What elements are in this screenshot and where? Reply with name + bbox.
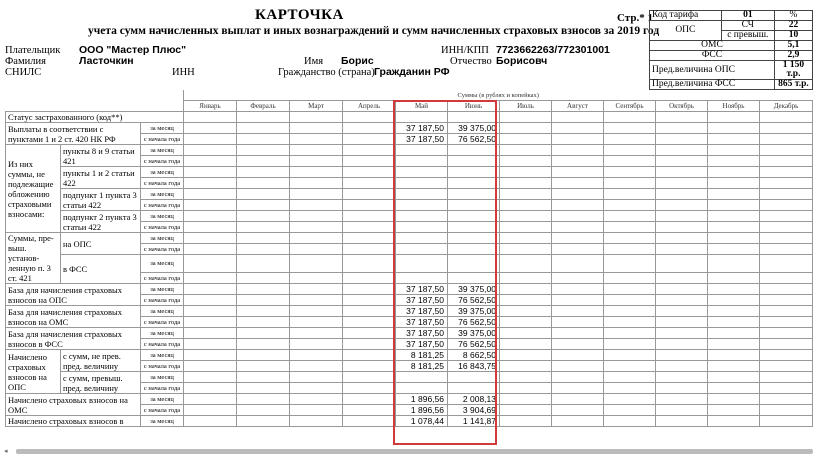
- base-fss-label: База для начисления страховых взносов в ФСС: [6, 328, 141, 350]
- page-label: Стр.* 1: [617, 12, 653, 24]
- month-header: Август: [552, 101, 604, 112]
- citizenship-label: Гражданство (страна): [278, 67, 375, 78]
- payer-label: Плательщик: [5, 45, 61, 56]
- cell-may: 37 187,50: [396, 306, 448, 317]
- base-ops-label: База для начисления страховых взносов на ОПС: [6, 284, 141, 306]
- may-june-highlight: [393, 100, 497, 445]
- patronymic-label: Отчество: [450, 56, 492, 67]
- horizontal-scrollbar[interactable]: [16, 449, 813, 454]
- period-month: за месяц: [141, 350, 184, 361]
- name-value: Борис: [341, 55, 374, 67]
- period-ytd: с начала года: [141, 178, 184, 189]
- month-header: Декабрь: [760, 101, 813, 112]
- cell-june: 8 662,50: [448, 350, 500, 361]
- cell-june: 16 843,75: [448, 361, 500, 372]
- month-header: Апрель: [343, 101, 396, 112]
- period-month: за месяц: [141, 416, 184, 427]
- month-header: Июль: [500, 101, 552, 112]
- period-ytd: с начала года: [141, 361, 184, 372]
- tariff-oms-value: 5,1: [774, 41, 812, 51]
- cell-june: 76 562,50: [448, 339, 500, 350]
- cell-june: 39 375,00: [448, 328, 500, 339]
- tariff-limit-fss-label: Пред.величина ФСС: [650, 80, 775, 90]
- cell-june: 2 008,13: [448, 394, 500, 405]
- cell-may: 1 896,56: [396, 405, 448, 416]
- inn-label: ИНН: [172, 67, 195, 78]
- citizenship-value: Гражданин РФ: [374, 66, 450, 78]
- base-oms-label: База для начисления страховых взносов на ОМС: [6, 306, 141, 328]
- cell-may: 37 187,50: [396, 317, 448, 328]
- tariff-sch-value: 22: [774, 21, 812, 31]
- period-month: за месяц: [141, 255, 184, 273]
- card-subtitle: учета сумм начисленных выплат и иных вознаграждений и сумм начисленных страховых взносов за 2019 год: [88, 25, 660, 37]
- period-month: за месяц: [141, 372, 184, 383]
- name-label: Имя: [304, 56, 324, 67]
- period-month: за месяц: [141, 394, 184, 405]
- not-exceed-label: с сумм, не прев. пред. величину: [61, 350, 141, 372]
- cell-may: 37 187,50: [396, 284, 448, 295]
- month-header: Февраль: [237, 101, 290, 112]
- period-month: за месяц: [141, 167, 184, 178]
- pp2-label: подпункт 2 пункта 3 статьи 422: [61, 211, 141, 233]
- month-header: Май: [396, 101, 448, 112]
- tariff-limit-ops-value: 1 150 т.р.: [774, 61, 812, 80]
- period-month: за месяц: [141, 328, 184, 339]
- tariff-excess-value: 10: [774, 31, 812, 41]
- cell-june: 1 141,87: [448, 416, 500, 427]
- period-month: за месяц: [141, 211, 184, 222]
- cell-june: 3 904,69: [448, 405, 500, 416]
- period-month: за месяц: [141, 145, 184, 156]
- period-month: за месяц: [141, 123, 184, 134]
- cell-may: 8 181,25: [396, 361, 448, 372]
- inn-kpp-value: 7723662263/772301001: [496, 44, 610, 56]
- patronymic-value: Борисовч: [496, 55, 548, 67]
- tariff-table: [649, 10, 813, 90]
- surname-value: Ласточкин: [79, 55, 134, 67]
- period-ytd: с начала года: [141, 156, 184, 167]
- period-month: за месяц: [141, 284, 184, 295]
- cell-may: 1 078,44: [396, 416, 448, 427]
- cell-may: 8 181,25: [396, 350, 448, 361]
- accrued-fss-label: Начислено страховых взносов в: [6, 416, 141, 427]
- period-ytd: с начала года: [141, 134, 184, 145]
- period-month: за месяц: [141, 189, 184, 200]
- tariff-excess-label: с превыш.: [721, 31, 774, 41]
- payments-label: Выплаты в соответствии с пунктами 1 и 2 ст. 420 НК РФ: [6, 123, 141, 145]
- surname-label: Фамилия: [5, 56, 46, 67]
- month-header: Июнь: [448, 101, 500, 112]
- non-taxable-label: Из них суммы, не подлежащие обложению страховыми взносами:: [6, 145, 61, 233]
- period-month: за месяц: [141, 306, 184, 317]
- cell-june: 76 562,50: [448, 134, 500, 145]
- month-header: Сентябрь: [604, 101, 656, 112]
- cell-june: 39 375,00: [448, 123, 500, 134]
- accrued-oms-label: Начислено страховых взносов на ОМС: [6, 394, 141, 416]
- period-ytd: с начала года: [141, 222, 184, 233]
- period-ytd: с начала года: [141, 200, 184, 211]
- cell-june: 39 375,00: [448, 306, 500, 317]
- sums-caption: Суммы (в рублях и копейках): [184, 90, 813, 101]
- period-ytd: с начала года: [141, 339, 184, 350]
- tariff-code-value: 01: [721, 11, 774, 21]
- p89-label: пункты 8 и 9 статьи 421: [61, 145, 141, 167]
- tariff-limit-ops-label: Пред.величина ОПС: [650, 61, 775, 80]
- cell-june: 76 562,50: [448, 295, 500, 306]
- on-ops-label: на ОПС: [61, 233, 141, 255]
- tariff-sch-label: СЧ: [721, 21, 774, 31]
- tariff-ops-label: ОПС: [650, 21, 722, 41]
- month-header: Январь: [184, 101, 237, 112]
- in-fss-label: в ФСС: [61, 255, 141, 284]
- tariff-percent-label: %: [774, 11, 812, 21]
- cell-may: 37 187,50: [396, 328, 448, 339]
- cell-june: 76 562,50: [448, 317, 500, 328]
- period-ytd: с начала года: [141, 383, 184, 394]
- tariff-fss-label: ФСС: [650, 51, 775, 61]
- cell-june: 39 375,00: [448, 284, 500, 295]
- scroll-left-arrow-icon[interactable]: ◂: [4, 447, 8, 455]
- exceed-label: с сумм, превыш. пред. величину: [61, 372, 141, 394]
- period-ytd: с начала года: [141, 317, 184, 328]
- period-ytd: с начала года: [141, 273, 184, 284]
- cell-may: 37 187,50: [396, 295, 448, 306]
- period-ytd: с начала года: [141, 295, 184, 306]
- period-month: за месяц: [141, 233, 184, 244]
- card-title: КАРТОЧКА: [255, 7, 344, 23]
- cell-may: 37 187,50: [396, 123, 448, 134]
- pp1-label: подпункт 1 пункта 3 статьи 422: [61, 189, 141, 211]
- snils-label: СНИЛС: [5, 67, 42, 78]
- cell-may: 1 896,56: [396, 394, 448, 405]
- period-ytd: с начала года: [141, 405, 184, 416]
- period-ytd: с начала года: [141, 244, 184, 255]
- status-label: Статус застрахованного (код**): [6, 112, 184, 123]
- excess-sums-label: Суммы, пре-выш. установ-ленную п. 3 ст. 421: [6, 233, 61, 284]
- month-header: Октябрь: [656, 101, 708, 112]
- payer-value: ООО "Мастер Плюс": [79, 44, 187, 56]
- cell-may: 37 187,50: [396, 134, 448, 145]
- accrued-ops-label: Начислено страховых взносов на ОПС: [6, 350, 61, 394]
- inn-kpp-label: ИНН/КПП: [441, 45, 489, 56]
- p12-label: пункты 1 и 2 статьи 422: [61, 167, 141, 189]
- month-header: Ноябрь: [708, 101, 760, 112]
- tariff-oms-label: ОМС: [650, 41, 775, 51]
- tariff-code-label: Код тарифа: [650, 11, 722, 21]
- month-header: Март: [290, 101, 343, 112]
- tariff-limit-fss-value: 865 т.р.: [774, 80, 812, 90]
- tariff-fss-value: 2,9: [774, 51, 812, 61]
- cell-may: 37 187,50: [396, 339, 448, 350]
